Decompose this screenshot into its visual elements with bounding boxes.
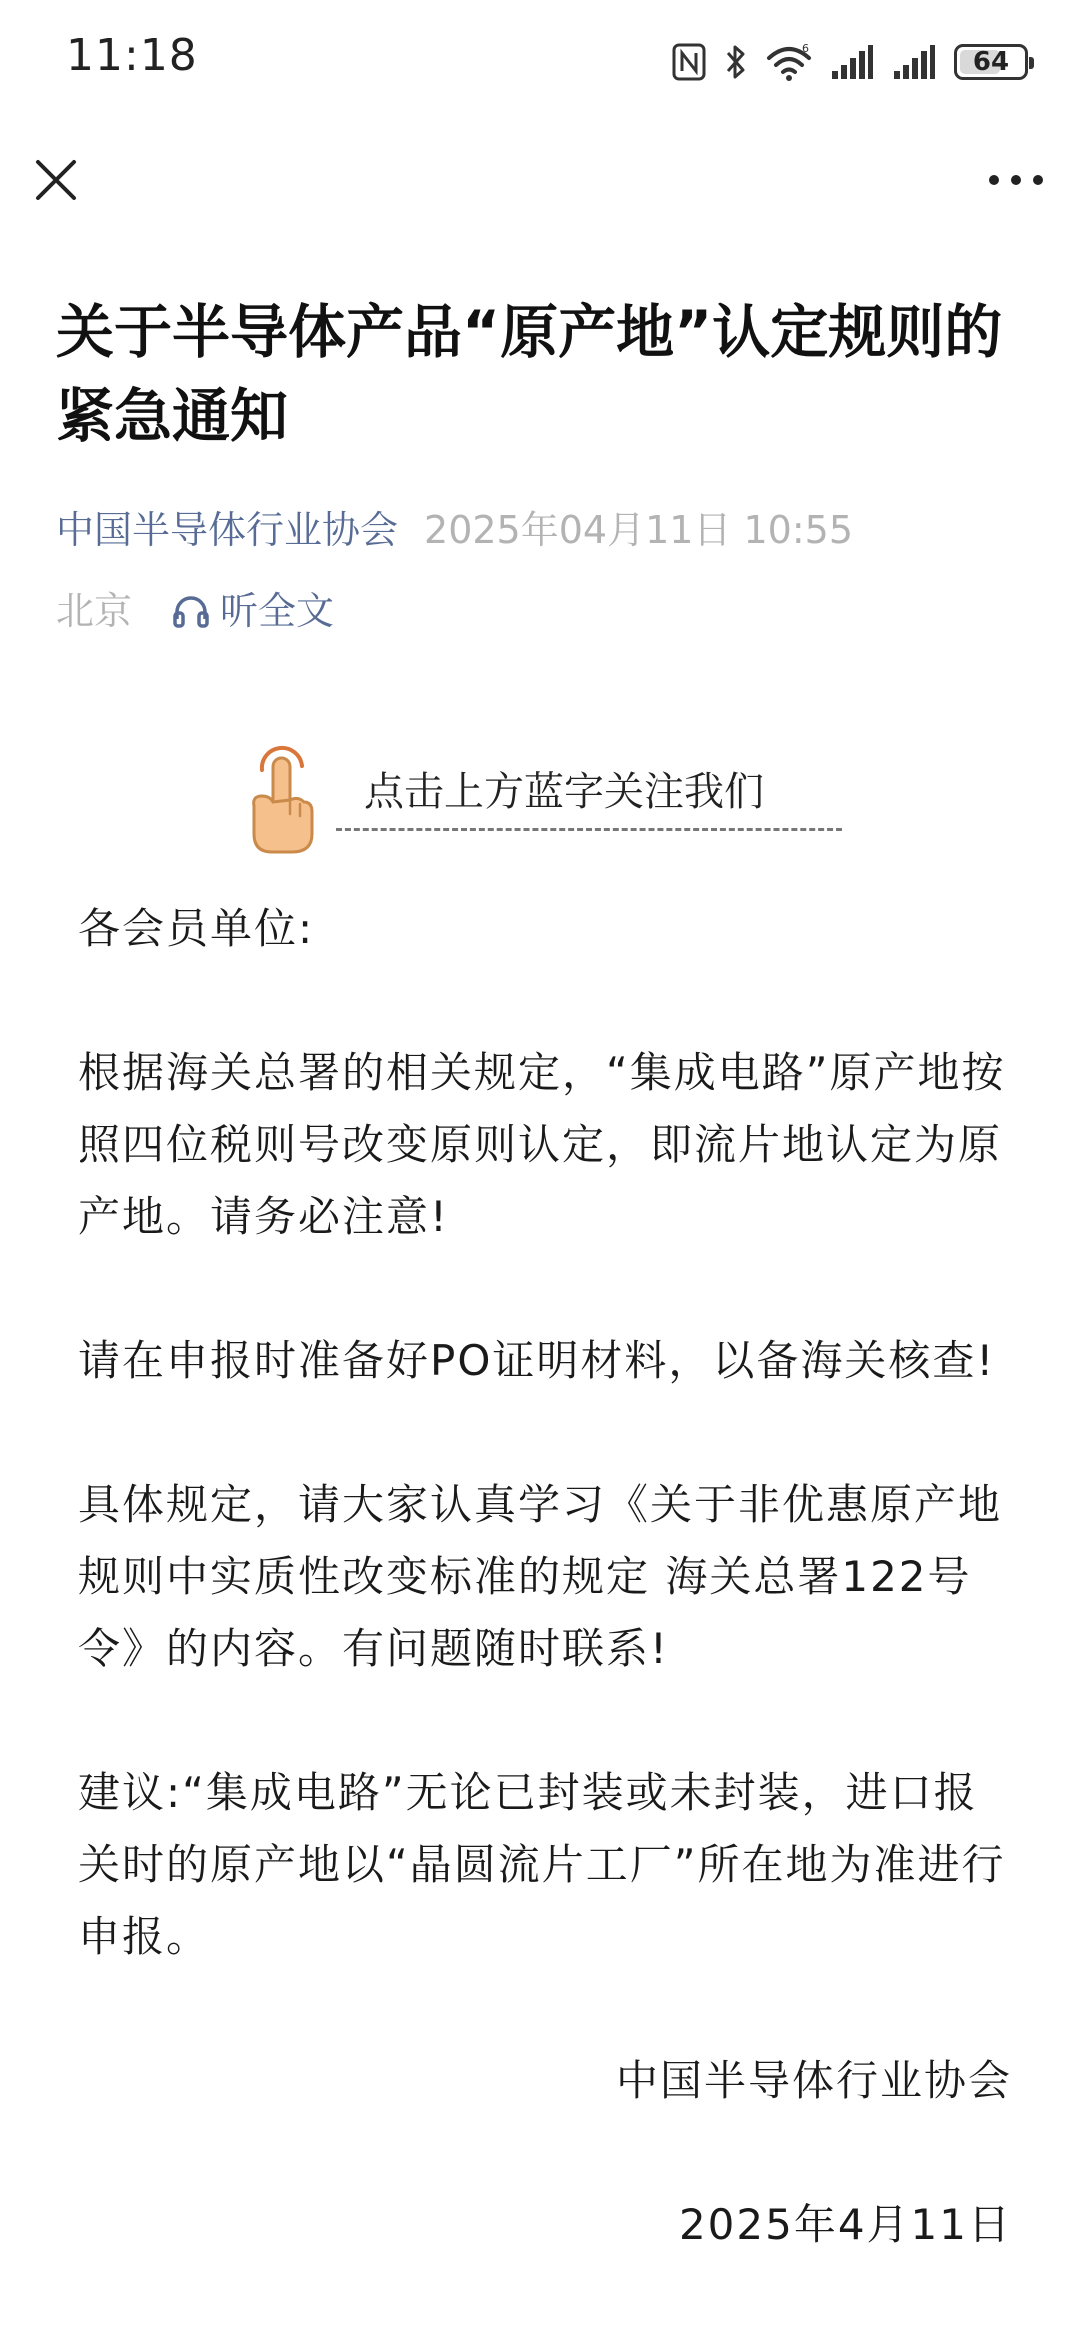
close-icon: [28, 152, 84, 208]
status-bar: [0, 0, 1080, 120]
article-meta: [56, 502, 853, 558]
more-button[interactable]: [980, 152, 1052, 208]
status-icons: [672, 40, 1028, 84]
paragraph-study-rules: 具体规定，请大家认真学习《关于非优惠原产地规则中实质性改变标准的规定 海关总署122号令》的内容。有问题随时联系!: [78, 1480, 1003, 1673]
article-meta-secondary: [56, 583, 334, 639]
follow-banner: [242, 740, 842, 860]
salutation: 各会员单位:: [78, 904, 315, 953]
signal-icon: [892, 43, 936, 81]
close-button[interactable]: [28, 152, 84, 208]
location: 北京: [56, 589, 133, 633]
paragraph-suggestion: 建议:“集成电路”无论已封装或未封装，进口报关时的原产地以“晶圆流片工厂”所在地为准进行申报。: [78, 1768, 1006, 1961]
listen-label: 听全文: [220, 589, 335, 633]
publish-time: 2025年04月11日 10:55: [424, 508, 854, 552]
account-name-link[interactable]: 中国半导体行业协会: [56, 508, 399, 552]
signal-icon: [830, 43, 874, 81]
follow-prompt[interactable]: 点击上方蓝字关注我们: [364, 769, 764, 815]
svg-text:6: 6: [802, 42, 809, 55]
pointing-hand-icon: [242, 740, 322, 858]
nfc-icon: [672, 43, 706, 81]
signature-date: 2025年4月11日: [678, 2200, 1012, 2249]
paragraph-po-materials: 请在申报时准备好PO证明材料，以备海关核查!: [78, 1336, 996, 1385]
more-icon: [980, 152, 1052, 208]
nav-bar: [0, 130, 1080, 230]
wifi-icon: [766, 42, 812, 82]
paragraph-regulation: 根据海关总署的相关规定，“集成电路”原产地按照四位税则号改变原则认定，即流片地认定为原产地。请务必注意!: [78, 1048, 1006, 1241]
article-body: [78, 893, 1018, 2333]
signature-org: 中国半导体行业协会: [615, 2056, 1012, 2105]
status-time: 11:18: [66, 30, 198, 81]
battery-icon: [954, 44, 1028, 80]
bluetooth-icon: [724, 42, 748, 82]
battery-level: 64: [972, 47, 1010, 77]
article-title: 关于半导体产品“原产地”认定规则的紧急通知: [56, 298, 1003, 450]
listen-button[interactable]: [172, 583, 334, 639]
headphones-icon: [172, 593, 210, 629]
follow-underline: [336, 828, 842, 831]
